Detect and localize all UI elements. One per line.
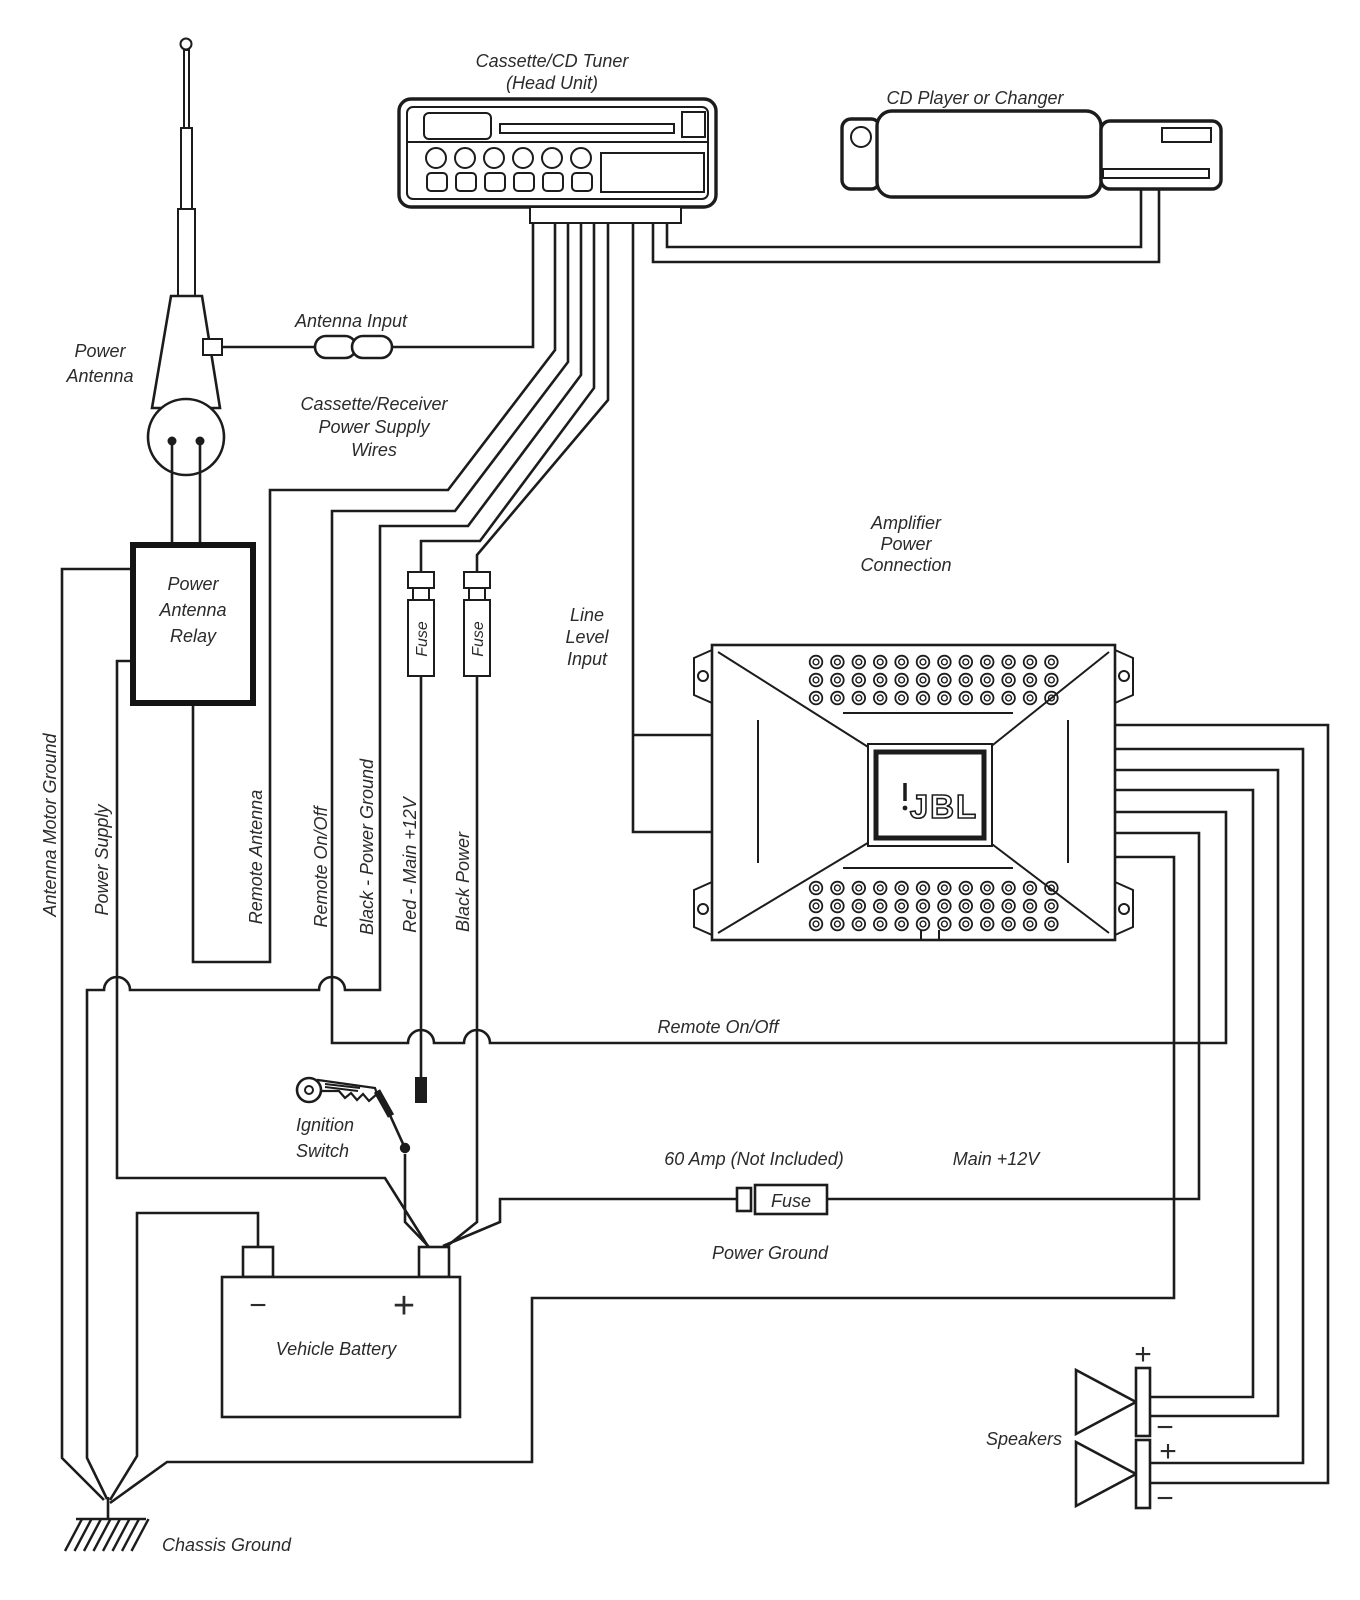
- chassis-ground-label: Chassis Ground: [162, 1535, 292, 1555]
- black-power-wire: [446, 223, 608, 1247]
- power-antenna-label-2: Antenna: [66, 366, 134, 386]
- line-level-label-3: Input: [566, 649, 608, 669]
- knob: [455, 148, 475, 168]
- black-power-label: Black Power: [453, 831, 473, 933]
- relay-label-2: Antenna: [159, 600, 227, 620]
- power-supply-label: Power Supply: [92, 804, 112, 916]
- ignition-label-1: Ignition: [296, 1115, 355, 1135]
- amp-connection-label-3: Connection: [860, 555, 952, 575]
- antenna-tip: [181, 39, 192, 50]
- ground-hatching: [65, 1519, 149, 1551]
- amp-connection-label-2: Power: [880, 534, 932, 554]
- button: [485, 173, 505, 191]
- head-unit-display-right: [601, 153, 704, 192]
- head-unit-title-line1: Cassette/CD Tuner: [475, 51, 629, 71]
- fuse-cap: [408, 572, 434, 588]
- head-unit-display-left: [424, 113, 491, 139]
- antenna-terminal-left: [168, 437, 177, 446]
- cd-changer-hole: [851, 127, 871, 147]
- sixty-amp-label: 60 Amp (Not Included): [664, 1149, 844, 1169]
- head-unit: [399, 99, 716, 223]
- chassis-ground-symbol: [65, 1519, 149, 1551]
- cassette-wires-label-1: Cassette/Receiver: [300, 394, 448, 414]
- battery-plus-sign: +: [392, 1285, 416, 1327]
- knob: [542, 148, 562, 168]
- head-unit-title-line2: (Head Unit): [505, 73, 599, 93]
- fuse-cap: [464, 572, 490, 588]
- amplifier: [694, 645, 1133, 941]
- battery-terminal-plus: [419, 1247, 449, 1277]
- cd-changer-window: [1162, 128, 1211, 142]
- cassette-wires-label-2: Power Supply: [318, 417, 430, 437]
- antenna-input-label: Antenna Input: [294, 311, 408, 331]
- cd-changer-body: [877, 111, 1101, 197]
- speaker1-cone: [1076, 1370, 1136, 1434]
- speaker2-minus-sign: −: [1156, 1482, 1174, 1515]
- power-ground-label: Power Ground: [711, 1243, 829, 1263]
- antenna-mast-1: [184, 50, 189, 128]
- cd-player-label: CD Player or Changer: [886, 88, 1064, 108]
- knob: [571, 148, 591, 168]
- speaker2-cone: [1076, 1442, 1136, 1506]
- relay-box: [133, 545, 253, 703]
- head-unit-cd-slot: [500, 124, 674, 133]
- relay-label-1: Power: [167, 574, 219, 594]
- antenna-base: [148, 399, 224, 475]
- amp-screw-hole: [698, 904, 708, 914]
- button: [543, 173, 563, 191]
- button: [514, 173, 534, 191]
- switch-lever-thin: [389, 1113, 404, 1146]
- ignition-label-2: Switch: [296, 1141, 350, 1161]
- switch-pivot: [400, 1143, 410, 1153]
- cd-changer-slot: [1103, 169, 1209, 178]
- main-12v-label: Main +12V: [952, 1149, 1040, 1169]
- antenna-terminal-right: [196, 437, 205, 446]
- amp-logo-exclamation-dot: [903, 806, 908, 811]
- battery-label: Vehicle Battery: [275, 1339, 397, 1359]
- head-unit-harness-connector: [530, 207, 681, 223]
- fuse-neck: [413, 588, 429, 600]
- connector-pill-left: [315, 336, 356, 358]
- fuse-right-label: Fuse: [470, 621, 487, 657]
- battery-terminal-minus: [243, 1247, 273, 1277]
- line-level-input-wire: [633, 223, 712, 832]
- antenna-feed-stub: [203, 339, 222, 355]
- power-antenna-label-1: Power: [74, 341, 126, 361]
- amp-connection-label-1: Amplifier: [870, 513, 942, 533]
- amp-screw-hole: [698, 671, 708, 681]
- line-level-label-2: Level: [565, 627, 609, 647]
- power-antenna: [148, 39, 224, 546]
- line-level-label-1: Line: [569, 605, 605, 625]
- fuse-right-assembly: [464, 572, 490, 676]
- cassette-wires-label-3: Wires: [351, 440, 397, 460]
- amp-logo-text: JBL: [909, 788, 979, 825]
- key-bow-hole: [305, 1086, 313, 1094]
- connector-pill-right: [352, 336, 392, 358]
- antenna-mast-3: [178, 209, 195, 296]
- fuse-60amp-assembly: [737, 1185, 827, 1214]
- switch-contact: [415, 1077, 427, 1103]
- vehicle-battery: [222, 1247, 460, 1417]
- fuse-left-assembly: [408, 572, 434, 676]
- knob: [513, 148, 533, 168]
- speaker1-plus-sign: +: [1134, 1338, 1152, 1371]
- amp-screw-hole: [1119, 904, 1129, 914]
- speaker1-driver: [1136, 1368, 1150, 1436]
- speaker1-minus-sign: −: [1156, 1411, 1174, 1444]
- speakers-label: Speakers: [985, 1429, 1063, 1449]
- red-main-12v-label: Red - Main +12V: [400, 797, 420, 933]
- cd-changer-wire-inner: [653, 189, 1159, 262]
- speakers: [1076, 1338, 1177, 1515]
- speaker1-plus-wire: [1115, 790, 1253, 1397]
- remote-on-off-horizontal-label: Remote On/Off: [657, 1017, 779, 1037]
- head-unit-eject-button: [682, 112, 705, 137]
- switch-lever-thick: [377, 1091, 391, 1116]
- power-antenna-relay: [133, 545, 253, 703]
- fuse-60amp-label: Fuse: [770, 1191, 812, 1211]
- speaker2-plus-sign: +: [1159, 1435, 1177, 1468]
- fuse-neck: [469, 588, 485, 600]
- antenna-mast-2: [181, 128, 192, 209]
- relay-label-3: Relay: [169, 626, 217, 646]
- remote-antenna-label: Remote Antenna: [246, 789, 266, 925]
- amp-screw-hole: [1119, 671, 1129, 681]
- antenna-input-connector: [315, 336, 392, 358]
- knob: [484, 148, 504, 168]
- ignition-to-battery-wire: [405, 1154, 431, 1249]
- fuse-60amp-cap: [737, 1188, 751, 1211]
- antenna-motor-ground-label: Antenna Motor Ground: [40, 733, 60, 917]
- cd-changer: [842, 111, 1221, 197]
- remote-on-off-vertical-label: Remote On/Off: [311, 806, 331, 928]
- black-power-ground-label: Black - Power Ground: [357, 758, 377, 936]
- knob: [426, 148, 446, 168]
- button: [456, 173, 476, 191]
- antenna-motor-ground-wire: [62, 569, 133, 1500]
- button: [572, 173, 592, 191]
- button: [427, 173, 447, 191]
- speaker2-driver: [1136, 1440, 1150, 1508]
- power-supply-wire: [117, 661, 429, 1248]
- fuse-left-label: Fuse: [414, 621, 431, 657]
- battery-minus-sign: −: [249, 1289, 267, 1322]
